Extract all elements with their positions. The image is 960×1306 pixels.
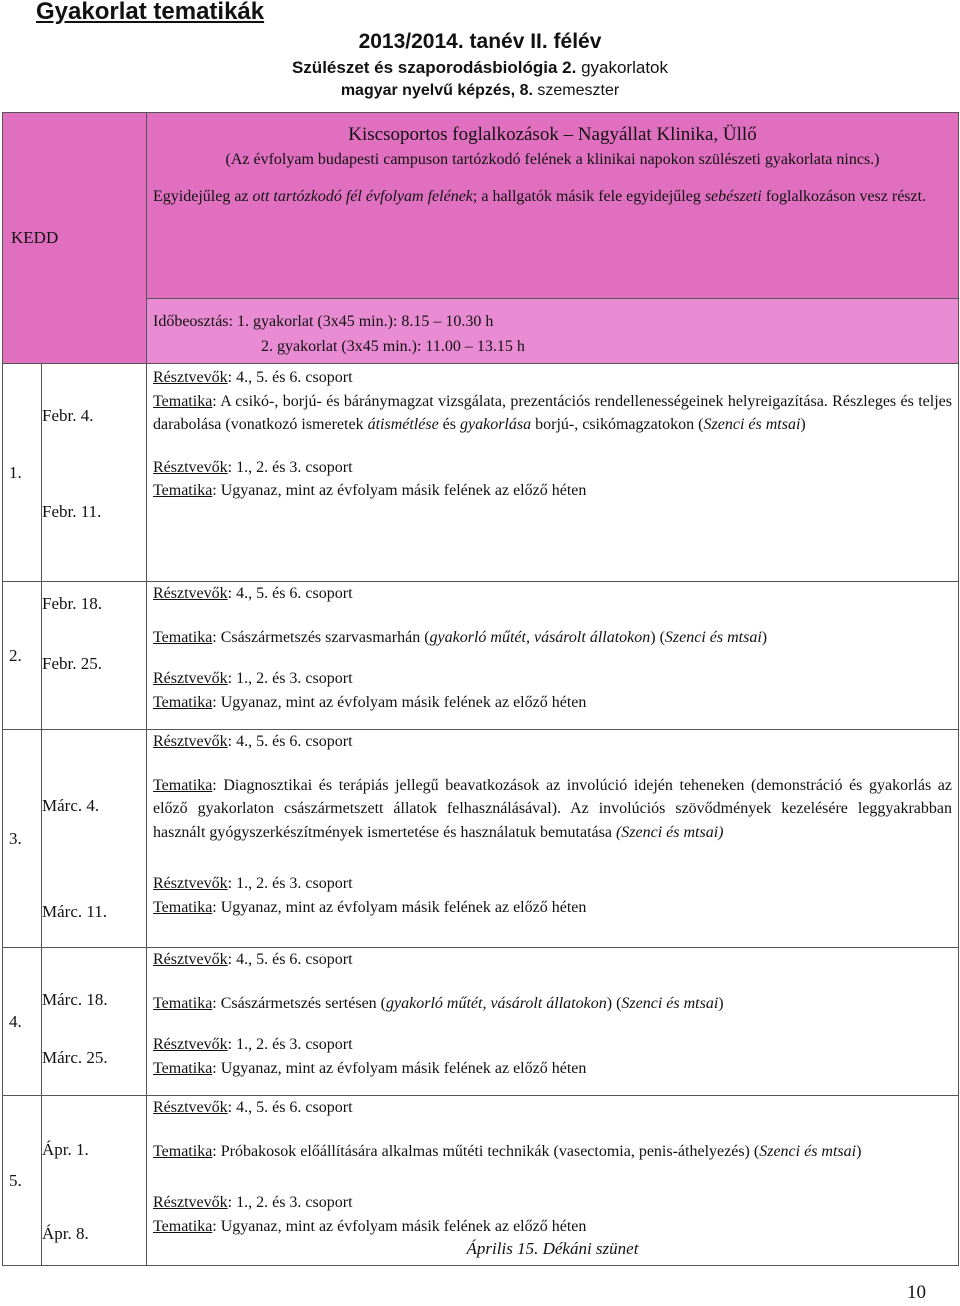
- participants-groups: : 4., 5. és 6. csoport: [227, 1099, 353, 1116]
- topic-text: borjú-, csikómagzatokon (: [531, 416, 704, 433]
- participants-label: Résztvevők: [153, 733, 228, 750]
- topic-text-italic: Szenci és mtsai: [703, 416, 801, 433]
- topic-line: [153, 626, 952, 650]
- topic-text: : Ugyanaz, mint az évfolyam másik felének az előző héten: [212, 482, 587, 499]
- topic-text: : Ugyanaz, mint az évfolyam másik felének az előző héten: [212, 898, 587, 916]
- participants-line: [153, 730, 952, 754]
- topic-text: ) (: [650, 628, 665, 646]
- course-suffix: gyakorlatok: [576, 58, 669, 77]
- date-label: Márc. 4.: [42, 796, 100, 815]
- participants-groups: : 1., 2. és 3. csoport: [227, 1194, 353, 1211]
- topic-text: ): [718, 994, 724, 1012]
- page-number: 10: [907, 1282, 926, 1303]
- date-column: [42, 582, 147, 730]
- topic-text: : A csikó-, borjú- és báránymagzat vizsgálata, prezentációs rendellenességeinek helyreigazítása. Részleges és teljes darabolása (vonatkozó ismeretek: [153, 392, 952, 433]
- topic-text: ): [761, 628, 768, 646]
- topic-text-italic: gyakorlása: [460, 416, 532, 433]
- week-content: [147, 582, 959, 730]
- intro-title: Kiscsoportos foglalkozások – Nagyállat Klinika, Üllő: [348, 124, 757, 145]
- topic-text: : Császármetszés sertésen (: [212, 994, 387, 1012]
- participants-groups: : 4., 5. és 6. csoport: [227, 369, 353, 386]
- participants-label: Résztvevők: [153, 458, 228, 476]
- participants-groups: : 1., 2. és 3. csoport: [227, 1036, 353, 1053]
- topic-text: : Ugyanaz, mint az évfolyam másik felének az előző héten: [212, 1059, 587, 1077]
- topic-line: [153, 479, 952, 503]
- participants-label: Résztvevők: [153, 369, 228, 386]
- topic-text: : Diagnosztikai és terápiás jellegű beavatkozások az involúció idején teheneken (demonstráció és gyakorlás az előző gyakorlaton császármetszett állatok felhasználásával). Az involúciós szövődmények kezelésére leggyakrabban használt gyógyszerkészítmények ismertetése és használatuk bemutatása: [153, 776, 952, 841]
- program-suffix: szemeszter: [532, 82, 620, 99]
- topic-label: Tematika: [153, 482, 213, 499]
- week-number: 1.: [3, 364, 42, 582]
- participants-line: [153, 667, 952, 691]
- date-label: Febr. 11.: [42, 502, 102, 521]
- participants-line: [153, 456, 952, 480]
- week-content: [147, 364, 959, 582]
- participants-line: [153, 872, 952, 896]
- participants-groups: : 1., 2. és 3. csoport: [227, 875, 353, 892]
- topic-line: [153, 1215, 952, 1239]
- topic-text-italic: Szenci és mtsai: [664, 628, 762, 646]
- topic-text: : Ugyanaz, mint az évfolyam másik felének az előző héten: [212, 693, 587, 711]
- topic-text-italic: Szenci és mtsai: [621, 994, 719, 1012]
- intro-text: ; a hallgatók másik fele egyidejűleg: [472, 188, 705, 205]
- intro-paragraph: [153, 185, 952, 208]
- week-content: [147, 730, 959, 948]
- date-column: [42, 364, 147, 582]
- participants-groups: : 4., 5. és 6. csoport: [227, 733, 353, 750]
- week-content: [147, 948, 959, 1096]
- participants-line: [153, 1033, 952, 1057]
- week-number: 3.: [3, 730, 42, 948]
- date-label: Febr. 18.: [42, 594, 102, 613]
- participants-label: Résztvevők: [153, 1099, 228, 1116]
- participants-line: [153, 366, 952, 390]
- topic-text-italic: átismétlése: [367, 416, 439, 433]
- semester-heading: 2013/2014. tanév II. félév: [358, 30, 602, 53]
- date-label: Febr. 25.: [42, 654, 102, 673]
- topic-line: [153, 1140, 952, 1164]
- topic-text: és: [438, 416, 460, 433]
- week-number: 4.: [3, 948, 42, 1096]
- program-heading: [0, 82, 960, 100]
- topic-label: Tematika: [153, 392, 213, 410]
- topic-line: [153, 1057, 952, 1081]
- date-label: Márc. 25.: [42, 1048, 108, 1067]
- page-title: Gyakorlat tematikák: [36, 0, 265, 25]
- intro-note: (Az évfolyam budapesti campuson tartózkodó felének a klinikai napokon szülészeti gyakorlata nincs.): [225, 151, 880, 168]
- date-label: Ápr. 1.: [42, 1140, 89, 1159]
- topic-line: [153, 691, 952, 715]
- topic-label: Tematika: [153, 994, 213, 1012]
- topic-text: ): [800, 416, 806, 433]
- date-column: [42, 1096, 147, 1266]
- timing-line-1: Időbeosztás: 1. gyakorlat (3x45 min.): 8.15 – 10.30 h: [153, 313, 494, 330]
- participants-label: Résztvevők: [153, 1036, 228, 1053]
- topic-label: Tematika: [153, 693, 213, 711]
- topic-text: ) (: [606, 994, 622, 1012]
- topic-text-italic: Szenci és mtsai: [759, 1142, 857, 1160]
- topic-line: [153, 992, 952, 1016]
- topic-label: Tematika: [153, 898, 213, 916]
- intro-text-italic: sebészeti: [704, 188, 762, 205]
- participants-groups: : 1., 2. és 3. csoport: [227, 458, 353, 476]
- topic-label: Tematika: [153, 1142, 213, 1160]
- intro-text: foglalkozáson vesz részt.: [761, 188, 927, 205]
- timing-line-2: 2. gyakorlat (3x45 min.): 11.00 – 13.15 h: [261, 338, 525, 355]
- topic-text: ): [856, 1142, 862, 1160]
- participants-label: Résztvevők: [153, 951, 228, 968]
- schedule-table: [2, 112, 959, 1266]
- topic-text: : Ugyanaz, mint az évfolyam másik felének az előző héten: [212, 1217, 587, 1235]
- participants-groups: : 4., 5. és 6. csoport: [227, 585, 353, 602]
- intro-text-italic: ott tartózkodó fél évfolyam felének: [252, 188, 473, 205]
- date-label: Febr. 4.: [42, 406, 94, 425]
- participants-label: Résztvevők: [153, 670, 228, 687]
- intro-block: [147, 113, 959, 299]
- participants-groups: : 1., 2. és 3. csoport: [227, 670, 353, 687]
- day-label: KEDD: [3, 113, 147, 364]
- intro-text: Egyidejűleg az: [153, 188, 253, 205]
- topic-label: Tematika: [153, 628, 213, 646]
- week-number: 2.: [3, 582, 42, 730]
- date-label: Ápr. 8.: [42, 1224, 89, 1243]
- topic-text: : Próbakosok előállítására alkalmas műtéti technikák (vasectomia, penis-áthelyezés) (: [212, 1142, 760, 1160]
- topic-label: Tematika: [153, 1059, 213, 1077]
- date-column: [42, 948, 147, 1096]
- participants-groups: : 4., 5. és 6. csoport: [227, 951, 353, 968]
- date-label: Márc. 11.: [42, 902, 107, 921]
- participants-label: Résztvevők: [153, 585, 228, 602]
- participants-line: [153, 1191, 952, 1215]
- holiday-note: Április 15. Dékáni szünet: [466, 1239, 639, 1258]
- date-label: Márc. 18.: [42, 990, 108, 1009]
- participants-line: [153, 582, 952, 606]
- participants-label: Résztvevők: [153, 875, 228, 892]
- topic-line: [153, 774, 952, 845]
- timing-block: [147, 299, 959, 364]
- topic-text-italic: gyakorló műtét, vásárolt állatokon: [386, 994, 607, 1012]
- topic-text-italic: (Szenci és mtsai): [615, 823, 724, 841]
- participants-label: Résztvevők: [153, 1194, 228, 1211]
- week-content: [147, 1096, 959, 1266]
- course-name: Szülészet és szaporodásbiológia 2.: [291, 58, 577, 77]
- topic-label: Tematika: [153, 1217, 213, 1235]
- course-heading: [0, 58, 960, 78]
- topic-text-italic: gyakorló műtét, vásárolt állatokon: [429, 628, 651, 646]
- topic-text: : Császármetszés szarvasmarhán (: [212, 628, 430, 646]
- week-number: 5.: [3, 1096, 42, 1266]
- topic-line: [153, 896, 952, 920]
- topic-label: Tematika: [153, 776, 213, 794]
- participants-line: [153, 948, 952, 972]
- program-name: magyar nyelvű képzés, 8.: [340, 82, 533, 99]
- participants-line: [153, 1096, 952, 1120]
- topic-line: [153, 390, 952, 437]
- date-column: [42, 730, 147, 948]
